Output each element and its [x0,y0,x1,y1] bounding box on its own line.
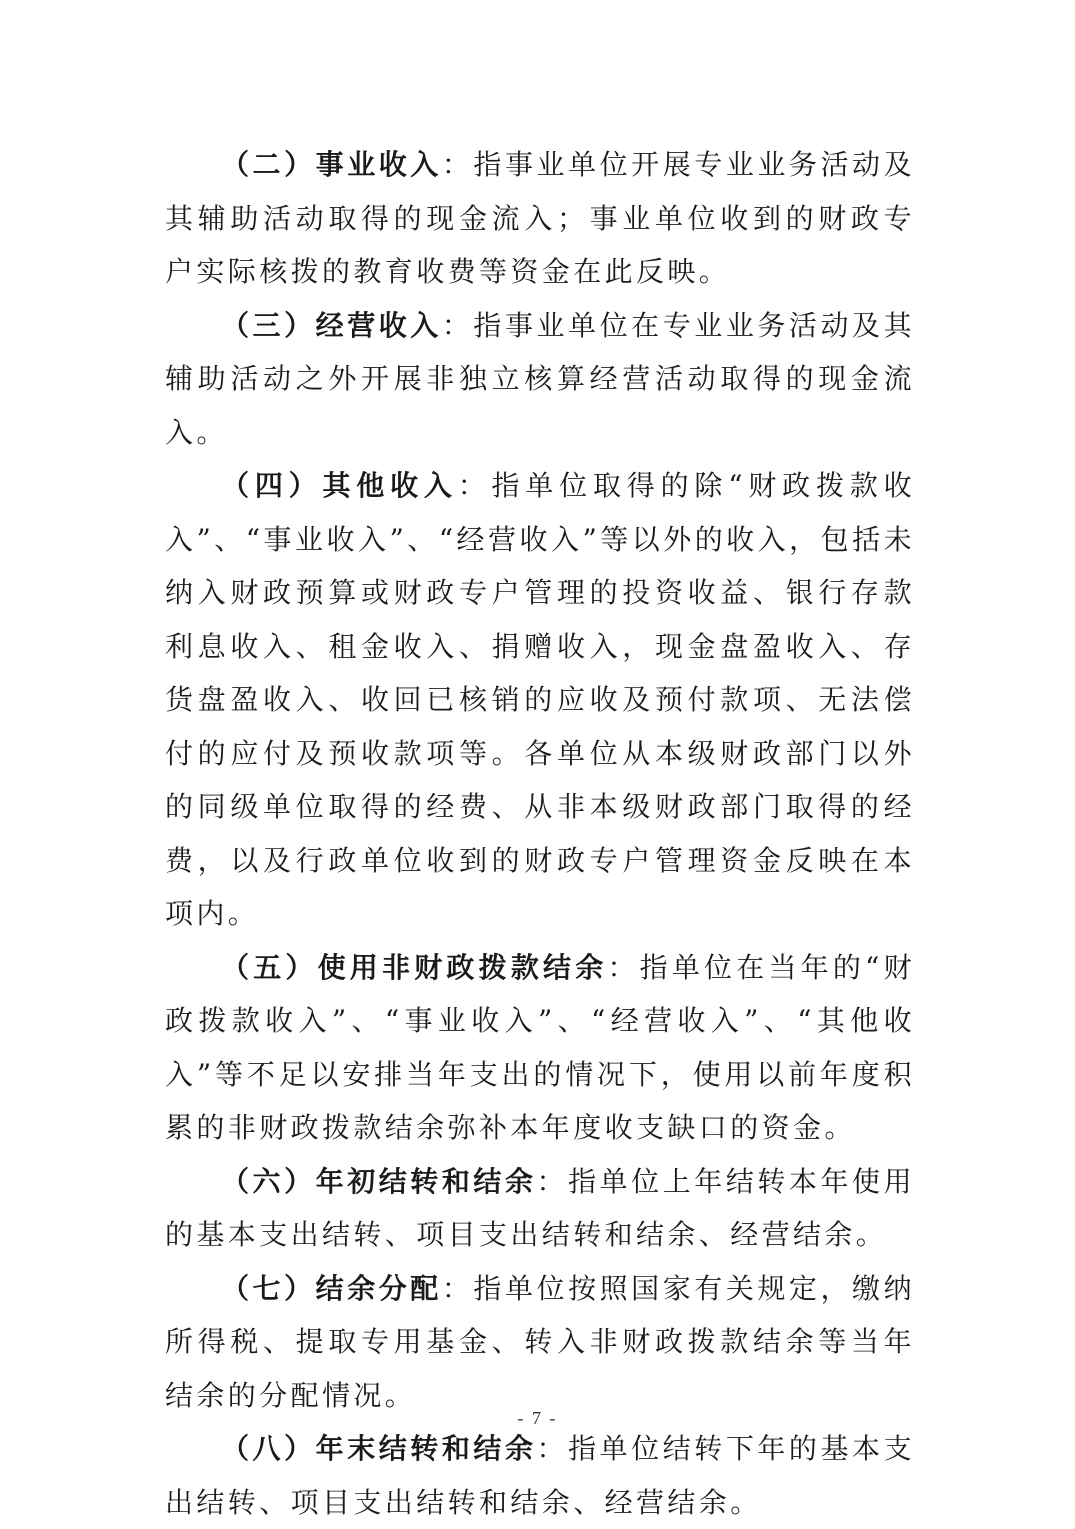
term-opening-carryover: （六）年初结转和结余 [221,1164,537,1198]
term-closing-carryover: （八）年末结转和结余 [221,1432,537,1465]
paragraph-operating-income [165,299,915,460]
term-other-income: （四）其他收入 [221,469,458,502]
definition-opening-carryover: ：指单位上年结转本年使用的基本支出结转、项目支出结转和结余、经营结余。 [165,1164,915,1251]
paragraph-business-income [165,138,915,299]
definition-other-income: ：指单位取得的除“财政拨款收入”、“事业收入”、“经营收入”等以外的收入，包括未纳入财政预算或财政专户管理的投资收益、银行存款利息收入、租金收入、捐赠收入，现金盘盈收入、存货盘盈收入、收回已核销的应收及预付款项、无法偿付的应付及预收款项等。各单位从本级财政部门以外的同级单位取得的经费、从非本级财政部门取得的经费，以及行政单位收到的财政专户管理资金反映在本项内。 [165,469,915,930]
paragraph-surplus-distribution [165,1262,915,1423]
definition-closing-carryover: ：指单位结转下年的基本支出结转、项目支出结转和结余、经营结余。 [165,1432,915,1519]
document-body [165,138,915,1529]
definition-business-income: ：指事业单位开展专业业务活动及其辅助活动取得的现金流入；事业单位收到的财政专户实际核拨的教育收费等资金在此反映。 [165,148,915,288]
definition-operating-income: ：指事业单位在专业业务活动及其辅助活动之外开展非独立核算经营活动取得的现金流入。 [165,308,915,449]
term-surplus-distribution: （七）结余分配 [221,1271,442,1305]
paragraph-non-fiscal-balance [165,941,915,1155]
paragraph-other-income [165,459,915,941]
definition-non-fiscal-balance: ：指单位在当年的“财政拨款收入”、“事业收入”、“经营收入”、“其他收入”等不足以安排当年支出的情况下，使用以前年度积累的非财政拨款结余弥补本年度收支缺口的资金。 [165,950,915,1144]
paragraph-opening-carryover [165,1155,915,1262]
term-business-income: （二）事业收入 [221,148,442,181]
paragraph-closing-carryover [165,1422,915,1529]
term-operating-income: （三）经营收入 [221,308,442,342]
definition-surplus-distribution: ：指单位按照国家有关规定，缴纳所得税、提取专用基金、转入非财政拨款结余等当年结余的分配情况。 [165,1271,915,1412]
term-non-fiscal-balance: （五）使用非财政拨款结余 [221,950,608,984]
page-number: - 7 - [517,1408,558,1428]
